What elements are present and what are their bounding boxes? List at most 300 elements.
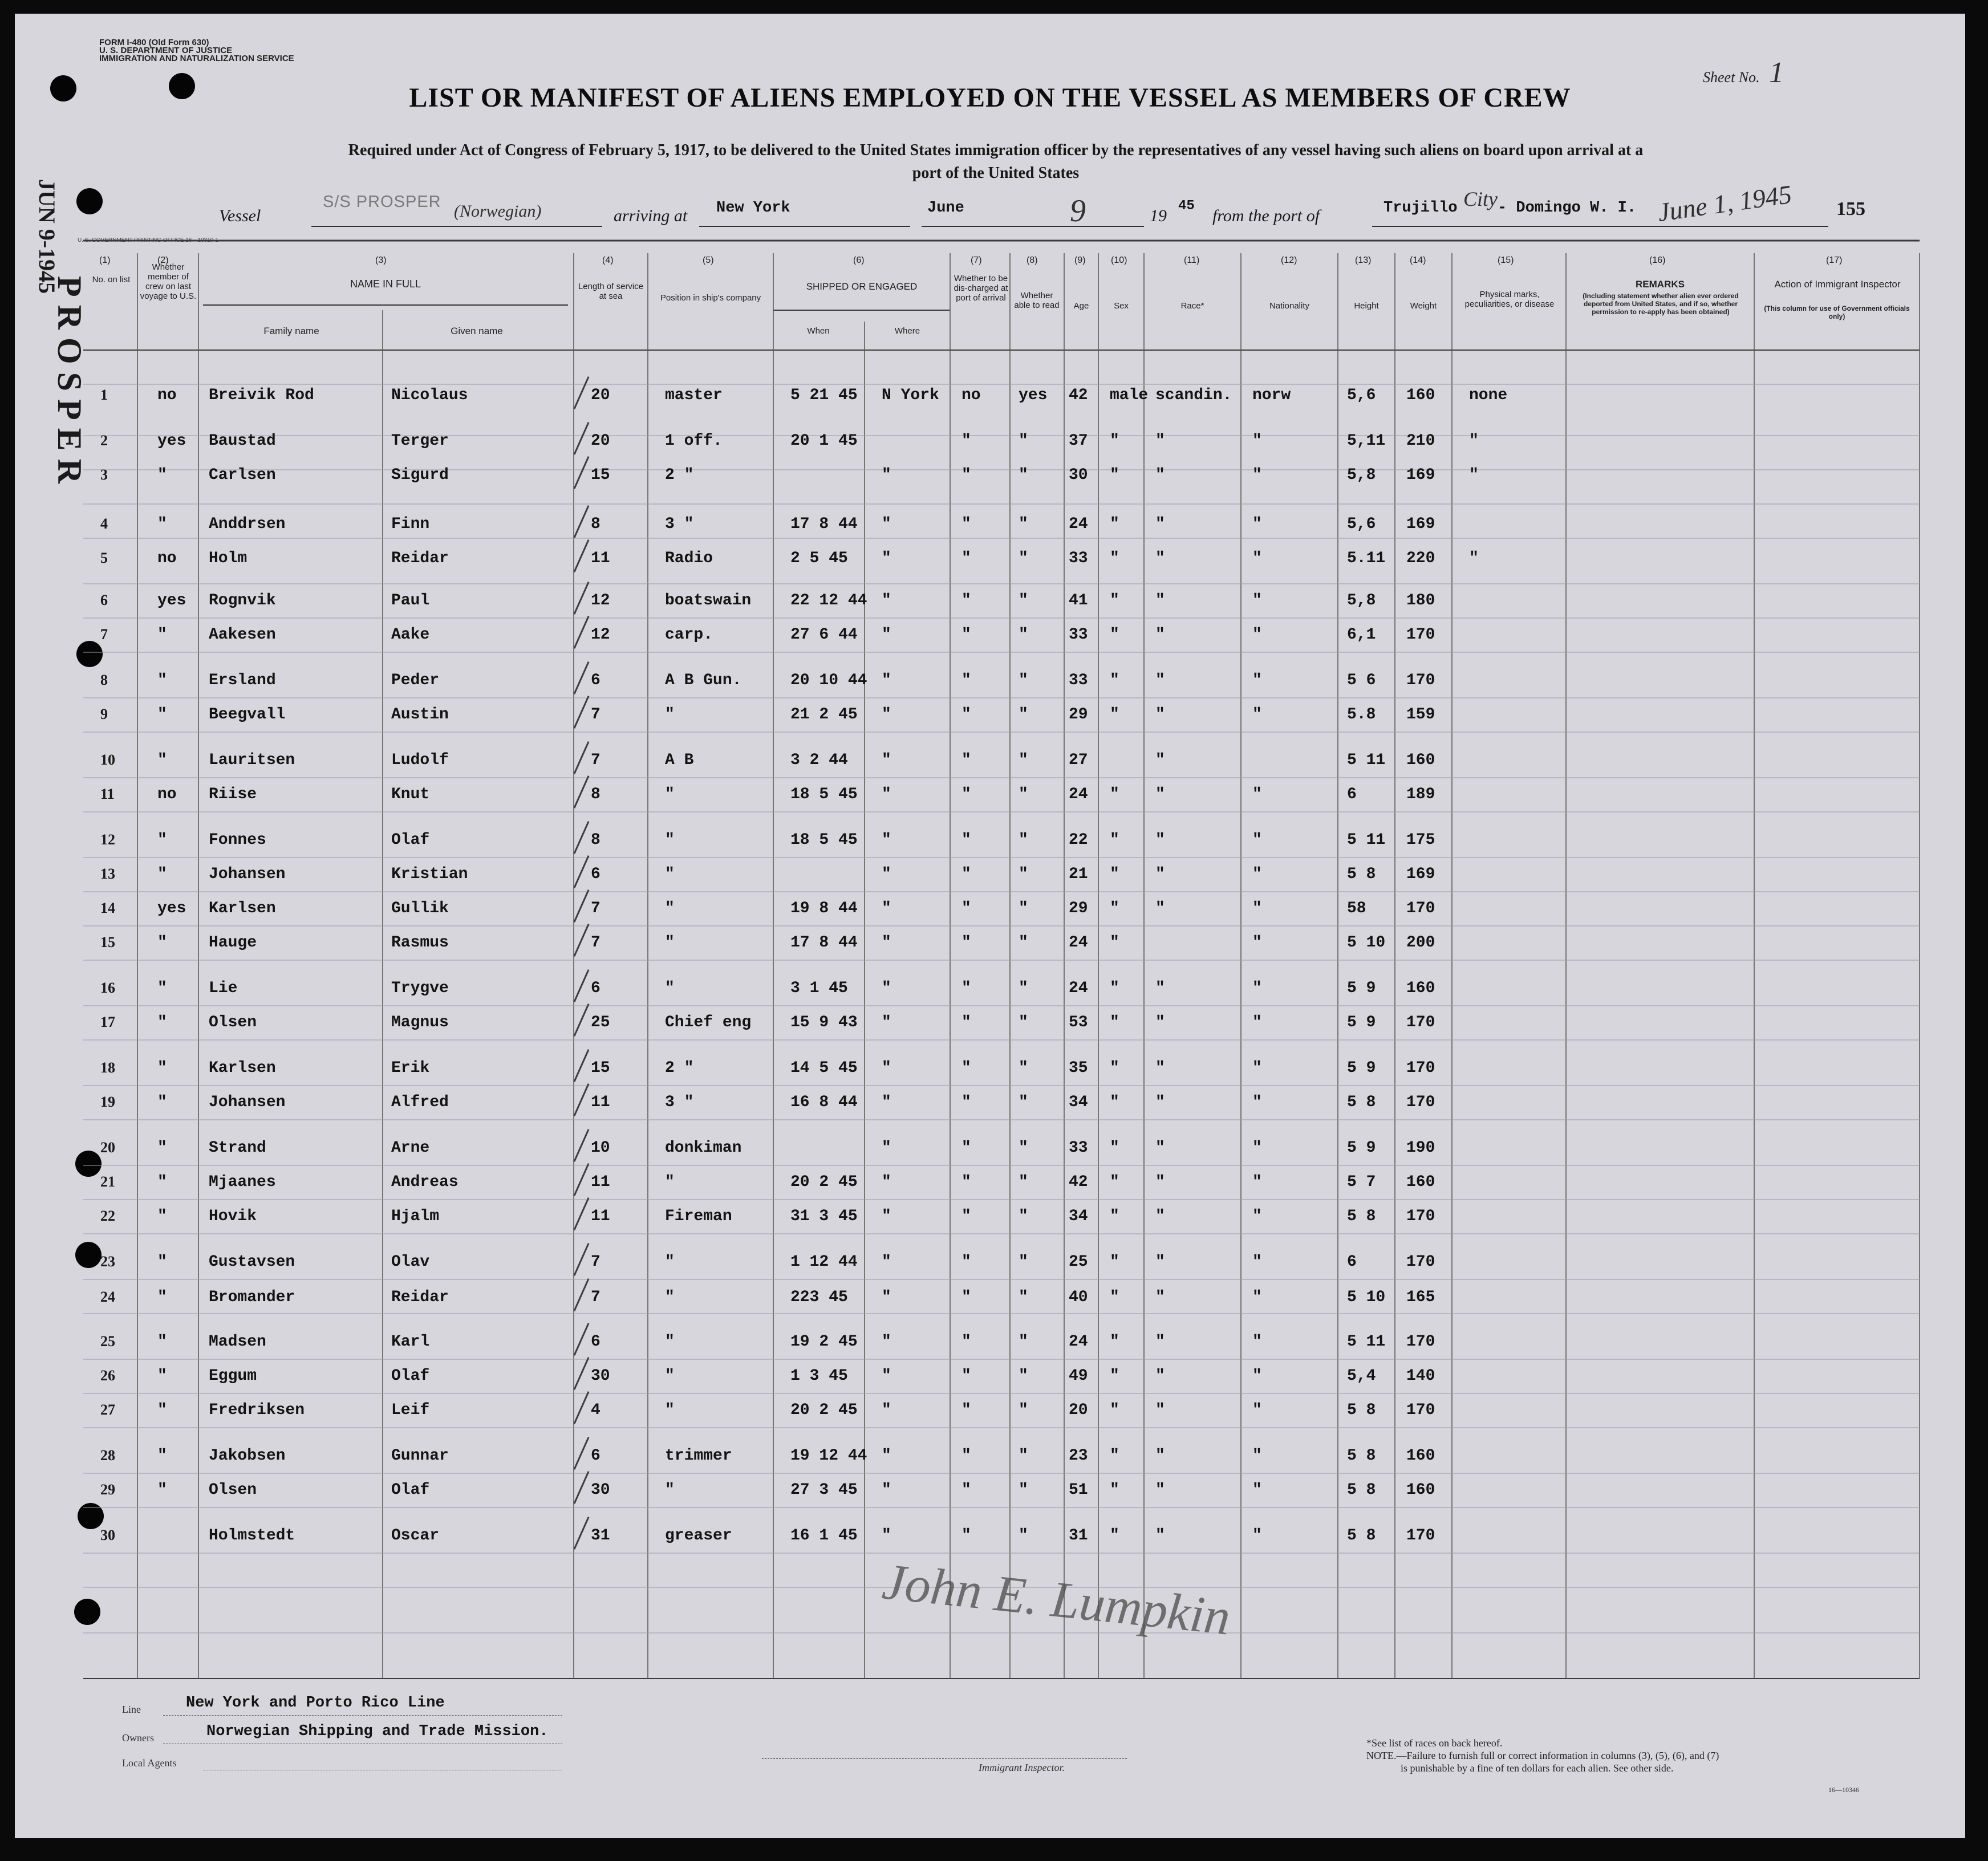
cell-race: " [1155,1173,1165,1191]
cell-age: 24 [1069,786,1088,803]
cell-weight: 160 [1406,1447,1435,1465]
cell-family: Lie [209,980,238,997]
cell-race: " [1155,1367,1165,1385]
cell-family: Baustad [209,432,276,450]
cell-read: " [1019,706,1028,724]
cell-marks: none [1469,387,1508,404]
cell-given: Ludolf [391,751,449,769]
checkmark-icon [574,855,590,888]
cell-given: Kristian [391,866,468,883]
cell-sex: " [1110,1447,1119,1465]
col-header-position: Position in ship's company [660,293,761,303]
cell-service: 8 [591,515,601,533]
cell-service: 7 [591,1253,601,1271]
cell-no: 27 [100,1401,115,1418]
form-code: 16—10346 [1828,1786,1859,1794]
cell-discharged: " [961,1367,971,1385]
cell-read: " [1019,1208,1028,1225]
line-value: New York and Porto Rico Line [186,1695,445,1712]
cell-height: 5 8 [1347,866,1376,883]
cell-weight: 210 [1406,432,1435,450]
cell-race: " [1155,706,1165,724]
cell-where: " [882,515,891,533]
cell-weight: 200 [1406,934,1435,952]
cell-sex: " [1110,1059,1119,1077]
owners-value: Norwegian Shipping and Trade Mission. [206,1723,549,1740]
cell-member: " [157,866,167,883]
cell-discharged: " [961,515,971,533]
cell-member: " [157,466,167,484]
inspector-signature: John E. Lumpkin [879,1553,1233,1646]
cell-nationality: " [1252,592,1262,610]
cell-position: " [665,1333,675,1351]
cell-read: " [1019,1094,1028,1111]
cell-position: " [665,1289,675,1306]
cell-family: Hauge [209,934,257,952]
cell-discharged: " [961,1208,971,1225]
cell-height: 5 8 [1347,1094,1376,1111]
cell-position: Fireman [665,1208,732,1225]
cell-when: 20 2 45 [790,1173,858,1191]
cell-age: 25 [1069,1253,1088,1271]
cell-race: " [1155,1014,1165,1031]
cell-when: 18 5 45 [790,831,858,849]
cell-height: 58 [1347,900,1366,917]
cell-when: 22 12 44 [790,592,867,610]
cell-weight: 170 [1406,1401,1435,1419]
cell-weight: 160 [1406,1173,1435,1191]
table-row [15,1393,1965,1428]
cell-service: 25 [591,1014,610,1031]
from-port-rest: - Domingo W. I. [1498,200,1637,217]
cell-member: " [157,626,167,644]
cell-where: " [882,466,891,484]
footnote-fine: is punishable by a fine of ten dollars for each alien. See other side. [1401,1762,1674,1774]
cell-weight: 160 [1406,980,1435,997]
table-row [15,858,1965,892]
cell-where: N York [882,387,939,404]
arrival-month: June [927,200,964,217]
table-row [15,1439,1965,1473]
cell-nationality: " [1252,672,1262,689]
cell-race: " [1155,626,1165,644]
cell-service: 11 [591,1173,610,1191]
checkmark-icon [574,1357,590,1390]
cell-read: " [1019,1059,1028,1077]
cell-discharged: " [961,706,971,724]
cell-when: 14 5 45 [790,1059,858,1077]
cell-service: 11 [591,1094,610,1111]
arriving-label: arriving at [614,206,688,225]
cell-family: Anddrsen [209,515,286,533]
cell-position: greaser [665,1527,732,1545]
cell-height: 5 11 [1347,831,1386,849]
cell-discharged: " [961,1527,971,1545]
cell-height: 5,6 [1347,387,1376,404]
cell-family: Riise [209,786,257,803]
cell-nationality: " [1252,866,1262,883]
table-row [15,584,1965,618]
cell-member: " [157,1481,167,1499]
cell-race: " [1155,1139,1165,1157]
cell-given: Rasmus [391,934,449,952]
cell-no: 25 [100,1333,115,1350]
cell-no: 11 [100,786,115,802]
cell-read: " [1019,432,1028,450]
cell-no: 21 [100,1173,115,1190]
cell-discharged: " [961,1333,971,1351]
cell-given: Oscar [391,1527,440,1545]
cell-read: " [1019,626,1028,644]
cell-when: 20 10 44 [790,672,867,689]
table-row [15,698,1965,732]
cell-discharged: " [961,866,971,883]
cell-age: 51 [1069,1481,1088,1499]
cell-age: 41 [1069,592,1088,610]
manifest-sheet [15,14,1965,1838]
cell-family: Gustavsen [209,1253,295,1271]
cell-when: 3 2 44 [790,751,848,769]
table-row [15,926,1965,960]
cell-family: Mjaanes [209,1173,276,1191]
col-header-family: Family name [263,326,319,336]
cell-sex: " [1110,626,1119,644]
cell-given: Magnus [391,1014,449,1031]
cell-given: Hjalm [391,1208,440,1225]
cell-service: 15 [591,466,610,484]
cell-no: 16 [100,980,115,996]
cell-race: " [1155,1289,1165,1306]
footnote-note: NOTE.—Failure to furnish full or correct information in columns (3), (5), (6), and (7) [1366,1750,1719,1761]
col-header-member: Whether member of crew on last voyage to U.S. [140,262,197,301]
cell-sex: " [1110,432,1119,450]
cell-nationality: " [1252,1208,1262,1225]
vessel-label: Vessel [219,206,261,225]
cell-when: 19 8 44 [790,900,858,917]
checkmark-icon [574,1003,590,1037]
col-header-no: No. on list [92,275,131,285]
cell-height: 5,4 [1347,1367,1376,1385]
cell-member: " [157,1289,167,1306]
cell-where: " [882,900,891,917]
table-row [15,1519,1965,1553]
cell-position: trimmer [665,1447,732,1465]
arrival-day: 9 [1070,193,1086,229]
cell-when: 1 3 45 [790,1367,848,1385]
cell-sex: " [1110,466,1119,484]
cell-discharged: " [961,1253,971,1271]
cell-weight: 170 [1406,1333,1435,1351]
col-header-given: Given name [451,326,503,336]
cell-where: " [882,672,891,689]
cell-position: A B [665,751,694,769]
cell-no: 12 [100,831,115,848]
cell-height: 5 9 [1347,1014,1376,1031]
checkmark-icon [574,505,590,538]
cell-age: 21 [1069,866,1088,883]
cell-nationality: " [1252,980,1262,997]
cell-weight: 170 [1406,1014,1435,1031]
table-row [15,778,1965,812]
checkmark-icon [574,539,590,572]
checkmark-icon [574,1197,590,1230]
cell-position: " [665,1367,675,1385]
cell-race: " [1155,1447,1165,1465]
cell-sex: " [1110,980,1119,997]
cell-given: Finn [391,515,430,533]
cell-nationality: " [1252,1094,1262,1111]
cell-given: Reidar [391,550,449,567]
cell-nationality: " [1252,900,1262,917]
cell-read: " [1019,550,1028,567]
cell-no: 2 [100,432,108,449]
cell-position: 1 off. [665,432,723,450]
cell-service: 7 [591,900,601,917]
cell-where: " [882,1139,891,1157]
col-header-when: When [807,326,830,336]
cell-height: 6,1 [1347,626,1376,644]
checkmark-icon [574,1243,590,1276]
cell-given: Gunnar [391,1447,449,1465]
cell-where: " [882,934,891,952]
cell-read: " [1019,592,1028,610]
cell-member: no [157,550,177,567]
cell-service: 6 [591,866,601,883]
cell-given: Olaf [391,1367,430,1385]
cell-age: 42 [1069,387,1088,404]
checkmark-icon [574,821,590,854]
cell-nationality: " [1252,1401,1262,1419]
cell-family: Olsen [209,1481,257,1499]
cell-nationality: " [1252,432,1262,450]
cell-age: 20 [1069,1401,1088,1419]
cell-sex: " [1110,550,1119,567]
cell-where: " [882,1401,891,1419]
cell-sex: " [1110,1014,1119,1031]
checkmark-icon [574,1471,590,1504]
cell-age: 49 [1069,1367,1088,1385]
cell-when: 27 3 45 [790,1481,858,1499]
cell-position: " [665,934,675,952]
cell-read: " [1019,515,1028,533]
cell-discharged: " [961,934,971,952]
cell-marks: " [1469,432,1479,450]
cell-where: " [882,550,891,567]
cell-sex: " [1110,706,1119,724]
cell-sex: " [1110,1481,1119,1499]
cell-no: 17 [100,1014,115,1030]
cell-discharged: " [961,1401,971,1419]
cell-family: Madsen [209,1333,266,1351]
cell-read: " [1019,900,1028,917]
cell-no: 30 [100,1527,115,1543]
cell-age: 24 [1069,515,1088,533]
cell-discharged: " [961,432,971,450]
cell-service: 7 [591,1289,601,1306]
cell-read: " [1019,1367,1028,1385]
cell-discharged: " [961,466,971,484]
checkmark-icon [574,889,590,923]
cell-given: Austin [391,706,449,724]
cell-read: " [1019,980,1028,997]
col-header-remarks: REMARKS [1636,279,1685,290]
cell-member: " [157,1367,167,1385]
cell-when: 31 3 45 [790,1208,858,1225]
cell-family: Karlsen [209,900,276,917]
cell-read: " [1019,1527,1028,1545]
cell-age: 33 [1069,672,1088,689]
from-port-label: from the port of [1212,206,1320,225]
footnote-races: *See list of races on back hereof. [1366,1737,1503,1749]
cell-nationality: " [1252,515,1262,533]
cell-given: Olaf [391,831,430,849]
cell-position: Chief eng [665,1014,752,1031]
cell-family: Hovik [209,1208,257,1225]
cell-height: 6 [1347,786,1357,803]
cell-race: scandin. [1155,387,1232,404]
cell-sex: " [1110,1173,1119,1191]
table-row [15,1051,1965,1086]
checkmark-icon [574,1437,590,1470]
cell-member: yes [157,592,186,610]
cell-no: 7 [100,626,108,643]
cell-family: Breivik Rod [209,387,314,404]
cell-where: " [882,1253,891,1271]
cell-family: Aakesen [209,626,276,644]
cell-when: 223 45 [790,1289,848,1306]
document-title: LIST OR MANIFEST OF ALIENS EMPLOYED ON THE VESSEL AS MEMBERS OF CREW [409,83,1571,113]
cell-position: 2 " [665,466,694,484]
cell-age: 34 [1069,1208,1088,1225]
col-header-weight: Weight [1410,301,1437,311]
cell-where: " [882,706,891,724]
cell-sex: " [1110,1401,1119,1419]
cell-read: " [1019,1253,1028,1271]
cell-service: 15 [591,1059,610,1077]
cell-no: 22 [100,1208,115,1224]
from-port-hand: City [1463,188,1498,210]
cell-read: " [1019,1289,1028,1306]
table-row [15,542,1965,576]
cell-weight: 169 [1406,466,1435,484]
cell-age: 40 [1069,1289,1088,1306]
cell-age: 29 [1069,706,1088,724]
table-row [15,1473,1965,1508]
cell-race: " [1155,900,1165,917]
cell-when: 19 12 44 [790,1447,867,1465]
cell-weight: 170 [1406,1527,1435,1545]
cell-age: 33 [1069,1139,1088,1157]
cell-weight: 160 [1406,1481,1435,1499]
cell-position: donkiman [665,1139,742,1157]
cell-given: Gullik [391,900,449,917]
cell-family: Johansen [209,866,286,883]
cell-nationality: " [1252,1059,1262,1077]
cell-where: " [882,592,891,610]
cell-read: " [1019,831,1028,849]
cell-no: 8 [100,672,108,688]
cell-no: 5 [100,550,108,566]
cell-discharged: " [961,1139,971,1157]
cell-weight: 190 [1406,1139,1435,1157]
checkmark-icon [574,661,590,694]
cell-nationality: " [1252,934,1262,952]
cell-given: Terger [391,432,449,450]
cell-discharged: " [961,1447,971,1465]
cell-weight: 159 [1406,706,1435,724]
col-header-name: NAME IN FULL [350,278,421,290]
cell-position: 3 " [665,1094,694,1111]
table-row [15,1165,1965,1200]
cell-read: " [1019,934,1028,952]
checkmark-icon [574,376,590,409]
cell-height: 5 8 [1347,1527,1376,1545]
cell-height: 5 10 [1347,1289,1386,1306]
table-row [15,1245,1965,1279]
cell-where: " [882,1367,891,1385]
cell-member: " [157,831,167,849]
cell-family: Johansen [209,1094,286,1111]
col-header-shipped: SHIPPED OR ENGAGED [806,281,918,292]
cell-height: 5,8 [1347,466,1376,484]
cell-read: " [1019,466,1028,484]
cell-nationality: " [1252,1333,1262,1351]
cell-weight: 180 [1406,592,1435,610]
cell-read: " [1019,1014,1028,1031]
cell-height: 5 8 [1347,1447,1376,1465]
cell-sex: " [1110,1367,1119,1385]
cell-no: 29 [100,1481,115,1498]
cell-member: yes [157,900,186,917]
cell-member: " [157,934,167,952]
cell-sex: male [1110,387,1149,404]
table-row [15,1359,1965,1393]
cell-nationality: " [1252,1173,1262,1191]
checkmark-icon [574,1163,590,1196]
cell-given: Olaf [391,1481,430,1499]
cell-service: 6 [591,980,601,997]
cell-sex: " [1110,1253,1119,1271]
table-row [15,743,1965,778]
cell-sex: " [1110,1333,1119,1351]
cell-nationality: norw [1252,387,1291,404]
col-header-race: Race* [1180,301,1204,311]
table-row [15,1200,1965,1234]
cell-member: " [157,1173,167,1191]
cell-member: " [157,515,167,533]
cell-discharged: " [961,1094,971,1111]
cell-family: Strand [209,1139,266,1157]
cell-nationality: " [1252,626,1262,644]
checkmark-icon [574,775,590,808]
cell-position: 2 " [665,1059,694,1077]
cell-position: " [665,1481,675,1499]
cell-height: 5 9 [1347,1139,1376,1157]
cell-discharged: " [961,592,971,610]
checkmark-icon [574,924,590,957]
cell-weight: 170 [1406,1094,1435,1111]
table-row [15,823,1965,858]
cell-family: Eggum [209,1367,257,1385]
cell-position: " [665,786,675,803]
cell-weight: 140 [1406,1367,1435,1385]
cell-where: " [882,980,891,997]
cell-race: " [1155,1253,1165,1271]
cell-race: " [1155,550,1165,567]
cell-nationality: " [1252,1289,1262,1306]
cell-where: " [882,1447,891,1465]
checkmark-icon [574,1517,590,1550]
